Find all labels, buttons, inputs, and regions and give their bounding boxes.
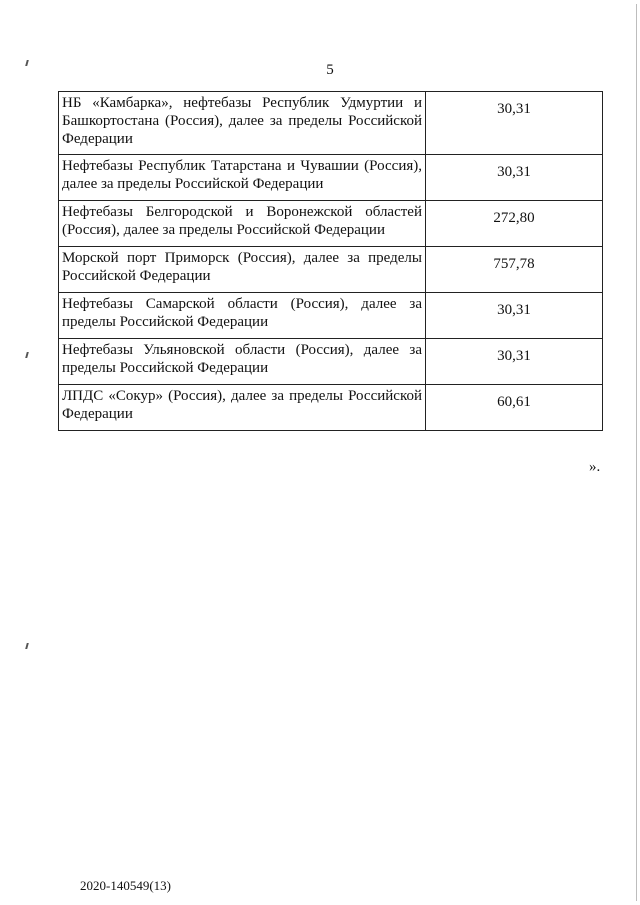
- table-row: [59, 385, 603, 431]
- tariff-table: [58, 91, 603, 431]
- page-number: 5: [326, 62, 334, 78]
- tariff-value-cell: 272,80: [426, 201, 603, 247]
- scan-mark: [25, 352, 29, 358]
- table-row: [59, 247, 603, 293]
- document-code: 2020-140549(13): [80, 878, 171, 893]
- route-cell: НБ «Камбарка», нефтебазы Республик Удмуртии и Башкортостана (Россия), далее за пределы Российской Федерации: [59, 92, 426, 155]
- route-cell: Морской порт Приморск (Россия), далее за пределы Российской Федерации: [59, 247, 426, 293]
- tariff-value-cell: 30,31: [426, 92, 603, 155]
- tariff-value-cell: 757,78: [426, 247, 603, 293]
- route-cell: Нефтебазы Ульяновской области (Россия), далее за пределы Российской Федерации: [59, 339, 426, 385]
- route-cell: Нефтебазы Самарской области (Россия), далее за пределы Российской Федерации: [59, 293, 426, 339]
- route-cell: Нефтебазы Республик Татарстана и Чувашии (Россия), далее за пределы Российской Федерации: [59, 155, 426, 201]
- table-row: [59, 293, 603, 339]
- table-row: [59, 92, 603, 155]
- table-row: [59, 201, 603, 247]
- table-row: [59, 155, 603, 201]
- tariff-value-cell: 30,31: [426, 293, 603, 339]
- route-cell: Нефтебазы Белгородской и Воронежской областей (Россия), далее за пределы Российской Федерации: [59, 201, 426, 247]
- tariff-value-cell: 60,61: [426, 385, 603, 431]
- table-row: [59, 339, 603, 385]
- tariff-value-cell: 30,31: [426, 339, 603, 385]
- route-cell: ЛПДС «Сокур» (Россия), далее за пределы Российской Федерации: [59, 385, 426, 431]
- page-edge: [636, 4, 637, 901]
- scan-mark: [25, 643, 29, 649]
- tariff-value-cell: 30,31: [426, 155, 603, 201]
- closing-quote: ».: [589, 459, 601, 475]
